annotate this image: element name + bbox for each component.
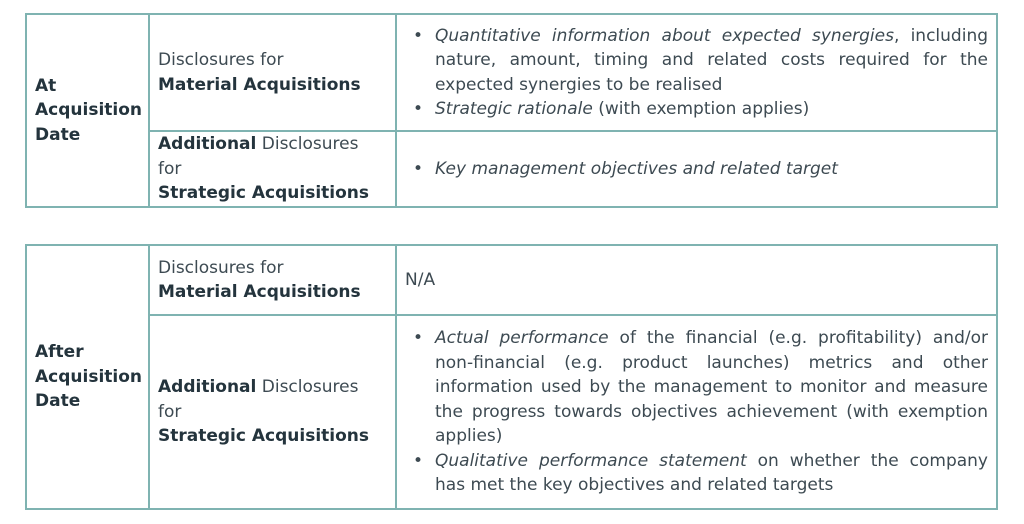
- item-emphasis: Qualitative performance statement: [435, 450, 747, 471]
- item-emphasis: Strategic rationale: [435, 99, 593, 119]
- list-item: [413, 157, 988, 182]
- item-emphasis: Quantitative information about expected synergies: [435, 25, 894, 46]
- list-item: [413, 97, 988, 122]
- table-row: [26, 14, 997, 131]
- disclosure-type-name: Material Acquisitions: [158, 282, 361, 302]
- table-row: [26, 315, 997, 509]
- disclosure-type-qualifier: Additional: [158, 134, 257, 154]
- bullet-icon: •: [413, 99, 424, 119]
- bullet-icon: •: [413, 450, 424, 471]
- disclosure-type-prefix: Disclosures for: [158, 377, 359, 422]
- disclosure-detail-cell: [396, 315, 997, 509]
- bullet-icon: •: [413, 158, 424, 179]
- bullet-icon: •: [413, 328, 424, 349]
- item-text: , including nature, amount, timing and related costs required for the expected synergies to be realised: [435, 25, 989, 95]
- table-row: [26, 245, 997, 315]
- disclosure-type-cell: [149, 14, 396, 131]
- disclosure-type-cell: [149, 315, 396, 509]
- item-text: of the financial (e.g. profitability) and/or non-financial (e.g. product launches) metrics and other information used by the management to monitor and measure the progress towards objectives achievement (with exemption applies): [435, 328, 988, 447]
- disclosure-detail-cell: [396, 245, 997, 315]
- item-text: (with exemption applies): [592, 99, 810, 119]
- at-acquisition-table: [25, 13, 998, 208]
- disclosure-type-name: Strategic Acquisitions: [158, 183, 370, 203]
- item-text: on whether the company has met the key objectives and related targets: [435, 450, 988, 496]
- phase-label: After Acquisition Date: [26, 245, 149, 509]
- phase-label: At Acquisition Date: [26, 14, 149, 207]
- disclosure-type-prefix: Disclosures for: [158, 257, 284, 278]
- bullet-list: [405, 24, 988, 122]
- after-acquisition-table: [25, 244, 998, 510]
- disclosure-type-prefix: Disclosures for: [158, 50, 284, 70]
- disclosure-type-prefix: Disclosures for: [158, 134, 359, 179]
- item-emphasis: Actual performance: [435, 328, 609, 349]
- bullet-list: [405, 326, 988, 498]
- not-applicable-text: N/A: [405, 269, 436, 290]
- disclosure-detail-cell: [396, 131, 997, 207]
- bullet-list: [405, 157, 988, 182]
- disclosure-type-cell: [149, 131, 396, 207]
- table-row: [26, 131, 997, 207]
- disclosure-type-qualifier: Additional: [158, 377, 257, 398]
- list-item: [413, 24, 989, 98]
- disclosure-type-name: Material Acquisitions: [158, 74, 361, 95]
- list-item: [413, 449, 988, 498]
- item-emphasis: Key management objectives and related target: [435, 158, 838, 179]
- list-item: [413, 326, 988, 449]
- disclosure-detail-cell: [396, 14, 997, 131]
- disclosure-type-cell: [149, 245, 396, 315]
- disclosure-type-name: Strategic Acquisitions: [158, 426, 370, 447]
- bullet-icon: •: [413, 25, 424, 46]
